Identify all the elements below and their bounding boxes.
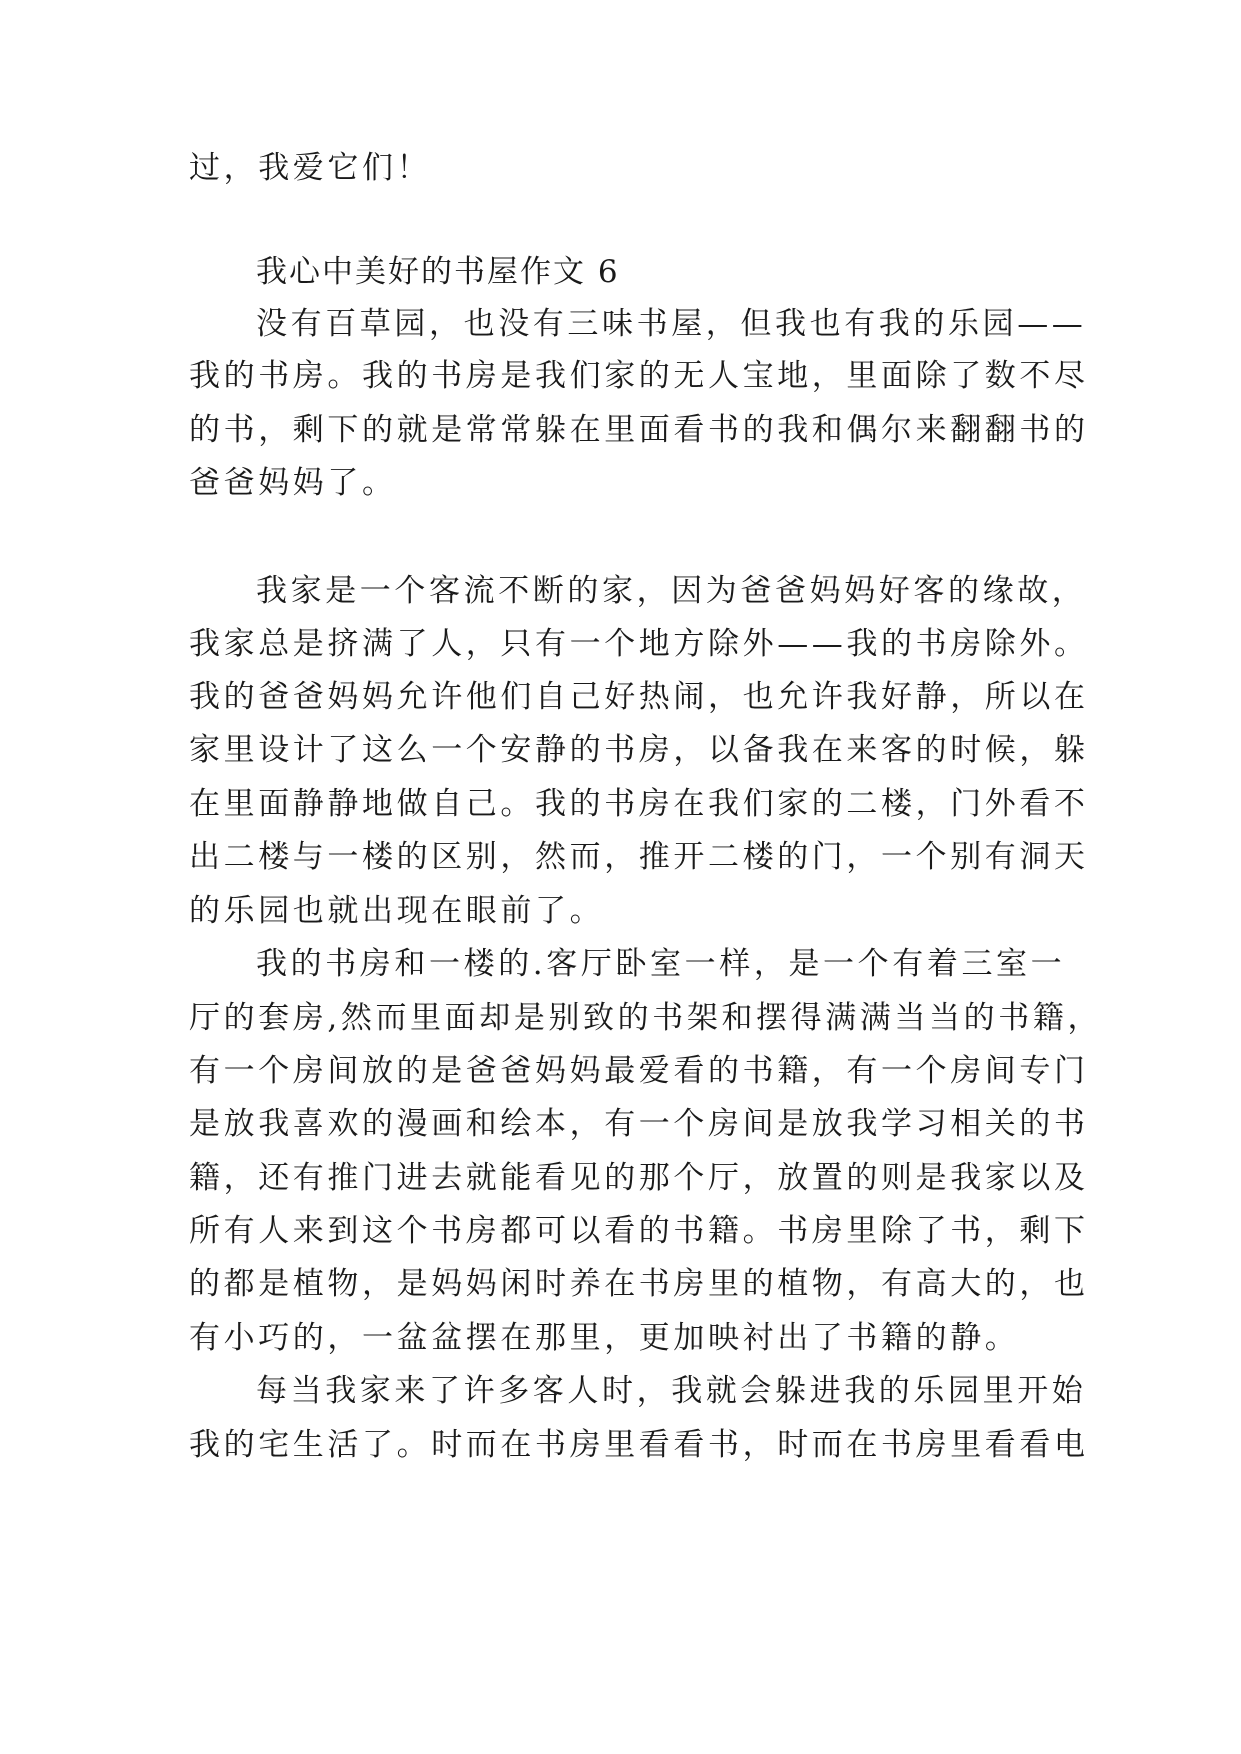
text-line: 我的书房。我的书房是我们家的无人宝地，里面除了数不尽	[189, 358, 1089, 394]
text-line: 爸爸妈妈了。	[189, 465, 397, 501]
essay-title: 我心中美好的书屋作文 6	[256, 254, 620, 290]
text-line: 没有百草园，也没有三味书屋，但我也有我的乐园——	[256, 306, 1087, 342]
text-line: 我的书房和一楼的.客厅卧室一样，是一个有着三室一	[256, 946, 1066, 982]
text-line: 我的宅生活了。时而在书房里看看书，时而在书房里看看电	[189, 1427, 1089, 1463]
text-line: 厅的套房,然而里面却是别致的书架和摆得满满当当的书籍，	[189, 1000, 1103, 1036]
text-line: 我家是一个客流不断的家，因为爸爸妈妈好客的缘故，	[256, 573, 1087, 609]
text-line: 是放我喜欢的漫画和绘本，有一个房间是放我学习相关的书	[189, 1106, 1089, 1142]
text-line: 家里设计了这么一个安静的书房，以备我在来客的时候，躲	[189, 732, 1089, 768]
text-line: 的都是植物，是妈妈闲时养在书房里的植物，有高大的，也	[189, 1266, 1089, 1302]
text-line: 我的爸爸妈妈允许他们自己好热闹，也允许我好静，所以在	[189, 679, 1089, 715]
text-line: 在里面静静地做自己。我的书房在我们家的二楼，门外看不	[189, 786, 1089, 822]
text-line: 过，我爱它们！	[189, 150, 432, 186]
text-line: 有一个房间放的是爸爸妈妈最爱看的书籍，有一个房间专门	[189, 1053, 1089, 1089]
text-line: 每当我家来了许多客人时，我就会躲进我的乐园里开始	[256, 1373, 1087, 1409]
text-line: 所有人来到这个书房都可以看的书籍。书房里除了书，剩下	[189, 1213, 1089, 1249]
text-line: 的乐园也就出现在眼前了。	[189, 893, 605, 929]
text-line: 我家总是挤满了人，只有一个地方除外——我的书房除外。	[189, 626, 1089, 662]
text-line: 出二楼与一楼的区别，然而，推开二楼的门，一个别有洞天	[189, 839, 1089, 875]
text-line: 籍，还有推门进去就能看见的那个厅，放置的则是我家以及	[189, 1160, 1089, 1196]
text-line: 的书，剩下的就是常常躲在里面看书的我和偶尔来翻翻书的	[189, 412, 1089, 448]
text-line: 有小巧的，一盆盆摆在那里，更加映衬出了书籍的静。	[189, 1320, 1020, 1356]
